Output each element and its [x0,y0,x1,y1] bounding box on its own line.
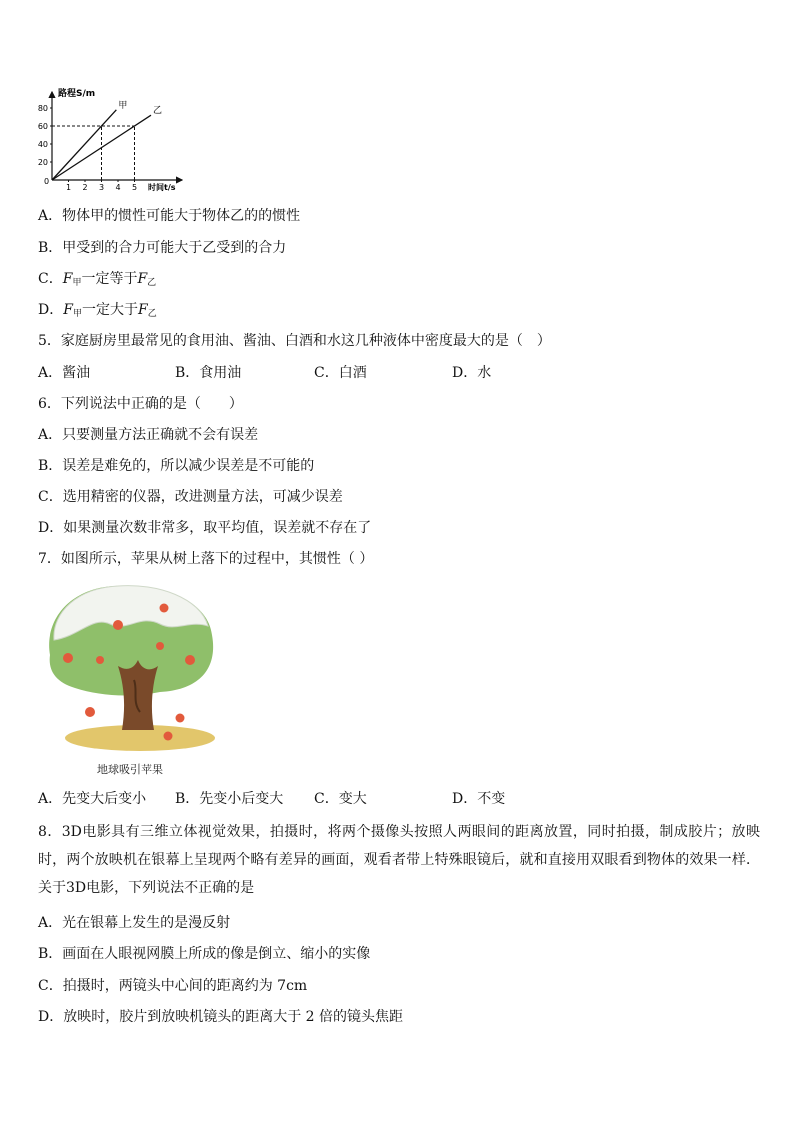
apple [63,653,73,663]
x-tick-label: 3 [98,183,105,192]
q4-option-d [38,300,157,324]
apple [113,620,123,630]
falling-apple [176,714,185,723]
tree-trunk [118,660,158,730]
q4-option-c [38,269,156,293]
q6-stem: 6．下列说法中正确的是（ ） [38,396,243,412]
origin-label: 0 [44,177,50,186]
apple-tree-illustration [40,580,220,780]
q4-option-d-prefix: D． [38,302,64,318]
q7-option-c: C．变大 [314,791,367,807]
force-symbol: F [137,271,148,287]
q6-option-d: D．如果测量次数非常多，取平均值，误差就不存在了 [38,520,372,536]
q5-option-a: A．酱油 [38,365,91,381]
subscript-jia: 甲 [72,309,82,319]
apple [96,656,104,664]
x-tick-label: 4 [115,183,121,192]
subscript-yi: 乙 [147,309,157,319]
q8-option-a: A．光在银幕上发生的是漫反射 [38,915,231,931]
falling-apple [85,707,95,717]
q4-option-c-prefix: C． [38,271,63,287]
apple [156,642,164,650]
q4-option-b: B．甲受到的合力可能大于乙受到的合力 [38,240,287,256]
series-line [52,115,151,180]
q7-option-d: D．不变 [452,791,506,807]
q7-option-a: A．先变大后变小 [38,791,147,807]
q6-option-b: B．误差是难免的，所以减少误差是不可能的 [38,458,315,474]
q8-option-b: B．画面在人眼视网膜上所成的像是倒立、缩小的实像 [38,946,371,962]
q5-option-d: D．水 [452,365,492,381]
series-label: 甲 [118,100,128,111]
q7-stem: 7．如图所示，苹果从树上落下的过程中，其惯性（ ） [38,551,374,567]
subscript-yi: 乙 [147,278,157,288]
q4-option-a: A．物体甲的惯性可能大于物体乙的的惯性 [38,208,301,224]
fallen-apple [164,732,173,741]
series-label: 乙 [153,106,163,117]
force-symbol: F [63,302,73,318]
y-axis-label: 路程S/m [58,89,96,99]
x-axis-label: 时间t/s [148,183,176,192]
x-tick-label: 5 [131,183,138,192]
tree-caption: 地球吸引苹果 [97,763,163,776]
q7-option-b: B．先变小后变大 [175,791,284,807]
q4-option-d-relation: 一定大于 [81,302,138,318]
x-tick-label: 1 [65,183,72,192]
y-tick-label: 20 [37,158,48,167]
q5-stem: 5．家庭厨房里最常见的食用油、酱油、白酒和水这几种液体中密度最大的是（ ） [38,333,551,349]
distance-time-chart [30,84,200,194]
apple [185,655,195,665]
force-symbol: F [137,302,148,318]
q8-option-c: C．拍摄时，两镜头中心间的距离约为 7cm [38,978,308,994]
q8-stem: 8．3D电影具有三维立体视觉效果，拍摄时，将两个摄像头按照人两眼间的距离放置，同时拍摄，制成胶片；放映时，两个放映机在银幕上呈现两个略有差异的画面，观看者带上特殊眼镜后，就和直接用双眼看到物体的效果一样．关于3D电影，下列说法不正确的是 [38,824,760,896]
q6-option-a: A．只要测量方法正确就不会有误差 [38,427,259,443]
force-symbol: F [62,271,73,287]
y-tick-label: 60 [37,122,48,131]
apple [160,604,169,613]
q5-option-b: B．食用油 [175,365,242,381]
q6-option-c: C．选用精密的仪器，改进测量方法，可减少误差 [38,489,343,505]
subscript-jia: 甲 [72,278,82,288]
y-tick-label: 40 [37,140,48,149]
y-tick-label: 80 [37,104,48,113]
x-tick-label: 2 [82,183,88,192]
q4-option-c-relation: 一定等于 [81,271,138,287]
q8-option-d: D．放映时，胶片到放映机镜头的距离大于 2 倍的镜头焦距 [38,1009,404,1025]
q5-option-c: C．白酒 [314,365,367,381]
